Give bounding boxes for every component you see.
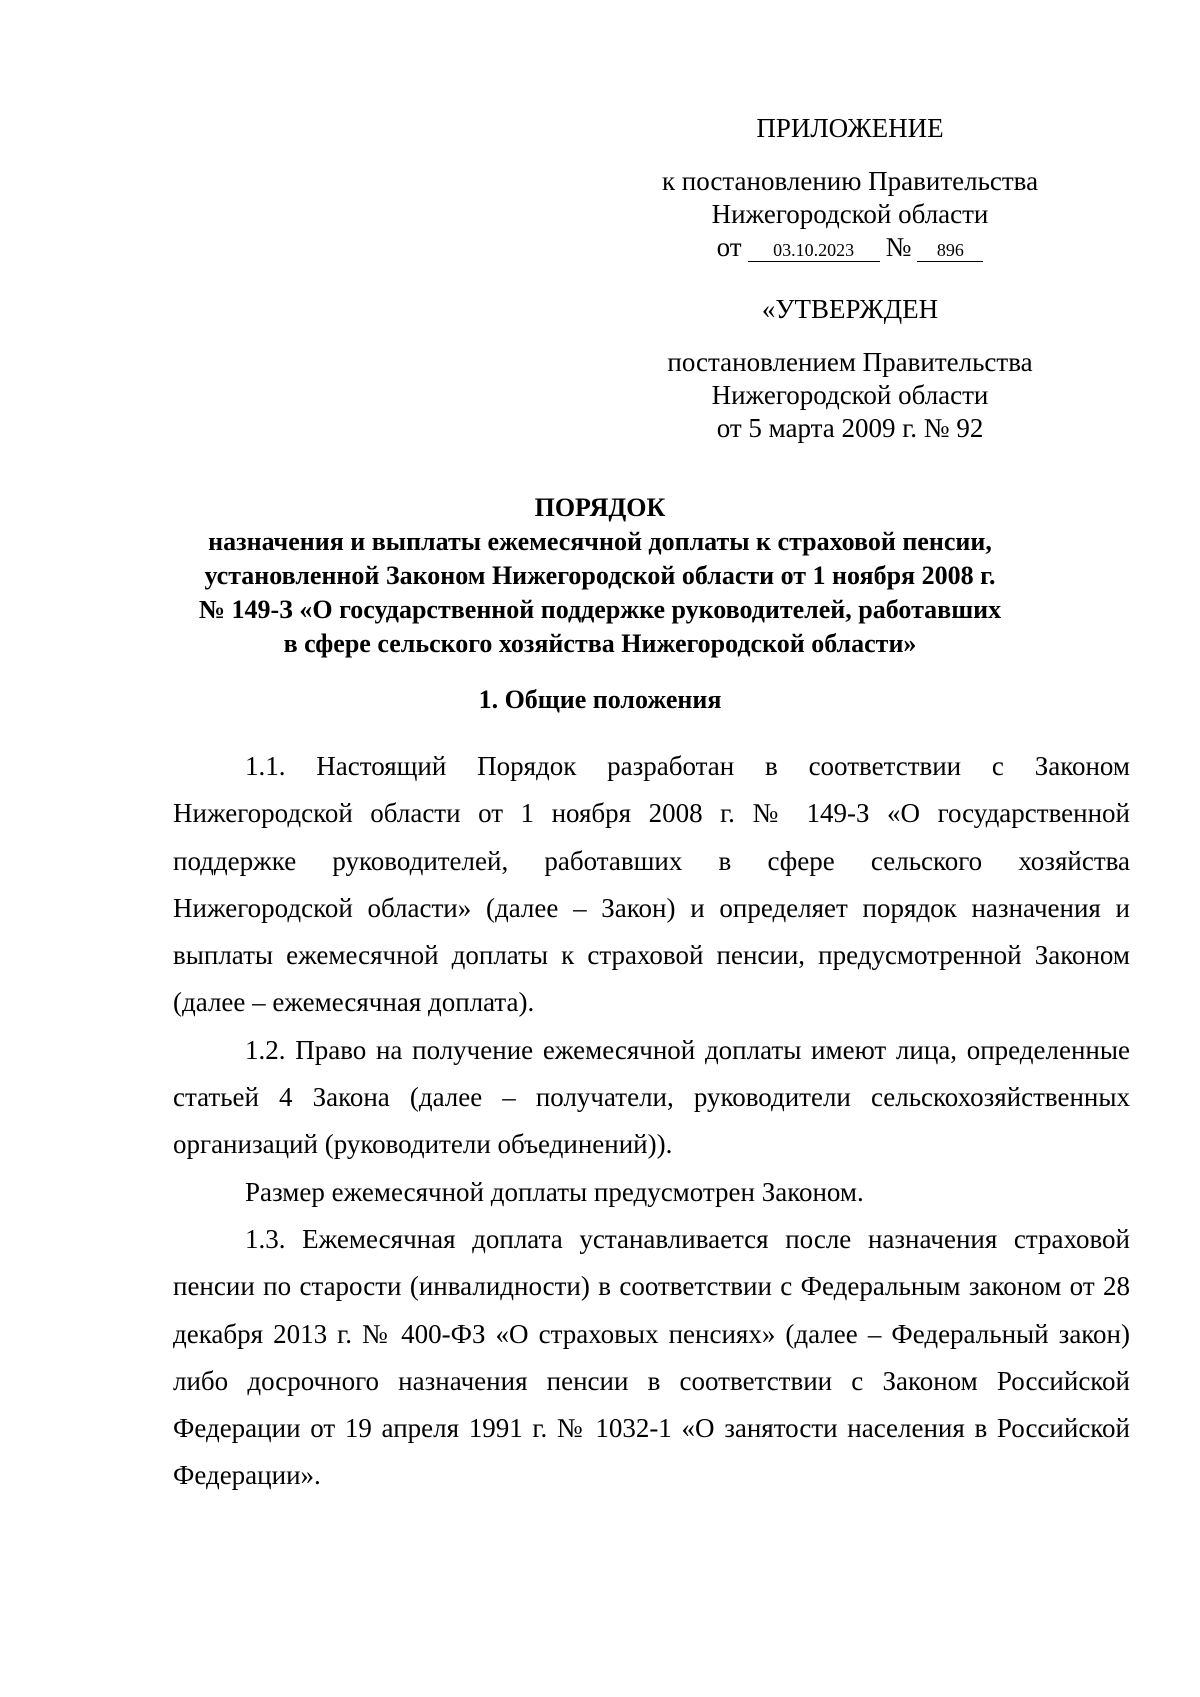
document-subtitle-line-1: назначения и выплаты ежемесячной доплаты к страховой пенсии, <box>208 527 992 556</box>
section-heading: 1. Общие положения <box>478 685 722 714</box>
approved-title: «УТВЕРЖДЕН <box>761 294 939 324</box>
section-body <box>173 743 1130 1500</box>
appendix-title: ПРИЛОЖЕНИЕ <box>756 113 944 143</box>
approved-block <box>630 293 1070 445</box>
paragraph-1-2: 1.2. Право на получение ежемесячной доплаты имеют лица, определенные статьей 4 Закона (далее – получатели, руководители сельскохозяйственных организаций (руководители объединений)). <box>173 1034 1130 1160</box>
approved-line-1: постановлением Правительства <box>667 347 1033 377</box>
document-subtitle-line-3: № 149-З «О государственной поддержке руководителей, работавших <box>198 595 1002 624</box>
number-label: № <box>885 232 912 262</box>
document-title: ПОРЯДОК <box>534 493 666 522</box>
paragraph-1-1: 1.1. Настоящий Порядок разработан в соответствии с Законом Нижегородской области от 1 ноября 2008 г. № 149-З «О государственной поддержке руководителей, работавших в сфере сельского хозяйства Нижегородской области» (далее – Закон) и определяет порядок назначения и выплаты ежемесячной доплаты к страховой пенсии, предусмотренной Законом (далее – ежемесячная доплата). <box>173 751 1130 1018</box>
appendix-number-field: 896 <box>917 239 983 262</box>
appendix-line-2: Нижегородской области <box>711 199 989 229</box>
document-subtitle-line-4: в сфере сельского хозяйства Нижегородской области» <box>283 629 917 658</box>
appendix-line-1: к постановлению Правительства <box>661 166 1039 196</box>
appendix-block <box>630 112 1070 264</box>
document-title-block <box>160 491 1040 661</box>
from-label: от <box>716 232 742 262</box>
paragraph-amount: Размер ежемесячной доплаты предусмотрен Законом. <box>245 1176 864 1207</box>
appendix-date-number-line <box>630 231 1070 264</box>
approved-line-3: от 5 марта 2009 г. № 92 <box>716 413 984 443</box>
appendix-date-field: 03.10.2023 <box>748 239 880 262</box>
approved-line-2: Нижегородской области <box>711 380 989 410</box>
paragraph-1-3: 1.3. Ежемесячная доплата устанавливается после назначения страховой пенсии по старости (инвалидности) в соответствии с Федеральным законом от 28 декабря 2013 г. № 400-ФЗ «О страховых пенсиях» (далее – Федеральный закон) либо досрочного назначения пенсии в соответствии с Законом Российской Федерации от 19 апреля 1991 г. № 1032-1 «О занятости населения в Российской Федерации». <box>173 1223 1130 1491</box>
document-subtitle-line-2: установленной Законом Нижегородской области от 1 ноября 2008 г. <box>204 561 996 590</box>
